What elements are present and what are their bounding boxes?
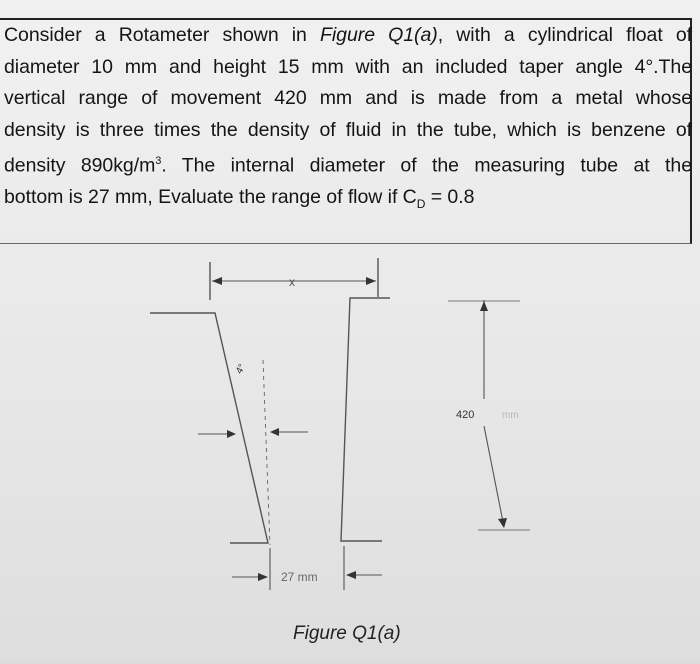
dim-x-right-arrowhead (366, 277, 376, 285)
question-line-1: Consider a Rotameter shown in Figure Q1(a), with a cylindrical float of (4, 24, 693, 46)
height-unit-label: mm (502, 410, 519, 421)
dim-x-left-arrowhead (212, 277, 222, 285)
taper-angle-label: 4° (233, 362, 249, 377)
question-line-6: bottom is 27 mm, Evaluate the range of flow if $C_D = 0.8$ (4, 186, 475, 212)
rotameter-figure (0, 244, 700, 659)
question-line-2: diameter 10 mm and height 15 mm with an included taper angle 4°.The (4, 55, 692, 78)
dim-27-left-arrowhead (258, 573, 268, 581)
flow-left-arrowhead (227, 430, 236, 438)
rotameter-diagram (0, 244, 700, 659)
figure-caption: Figure Q1(a) (293, 623, 401, 644)
height-value-label: 420 (456, 409, 475, 421)
dim-420-vertical-bottom (484, 426, 504, 527)
question-line-4: density is three times the density of fluid in the tube, which is benzene of (4, 118, 692, 141)
question-line-5: density $890kg/m^3$. The internal diameter of the measuring tube at the (4, 154, 693, 177)
dim-x-label: x (289, 275, 295, 289)
dim-27-right-arrowhead (346, 571, 356, 579)
dim-420-top-arrowhead (480, 301, 488, 311)
tube-right-wall (341, 298, 390, 541)
question-line-3: vertical range of movement 420 mm and is made from a metal whose (4, 87, 692, 110)
flow-right-arrowhead (270, 428, 279, 436)
question-text (4, 20, 692, 221)
bottom-dimension-label: 27 mm (281, 570, 318, 584)
dim-420-bottom-arrowhead (498, 518, 507, 528)
center-dashed-line (263, 360, 270, 545)
tube-left-wall (150, 313, 268, 543)
